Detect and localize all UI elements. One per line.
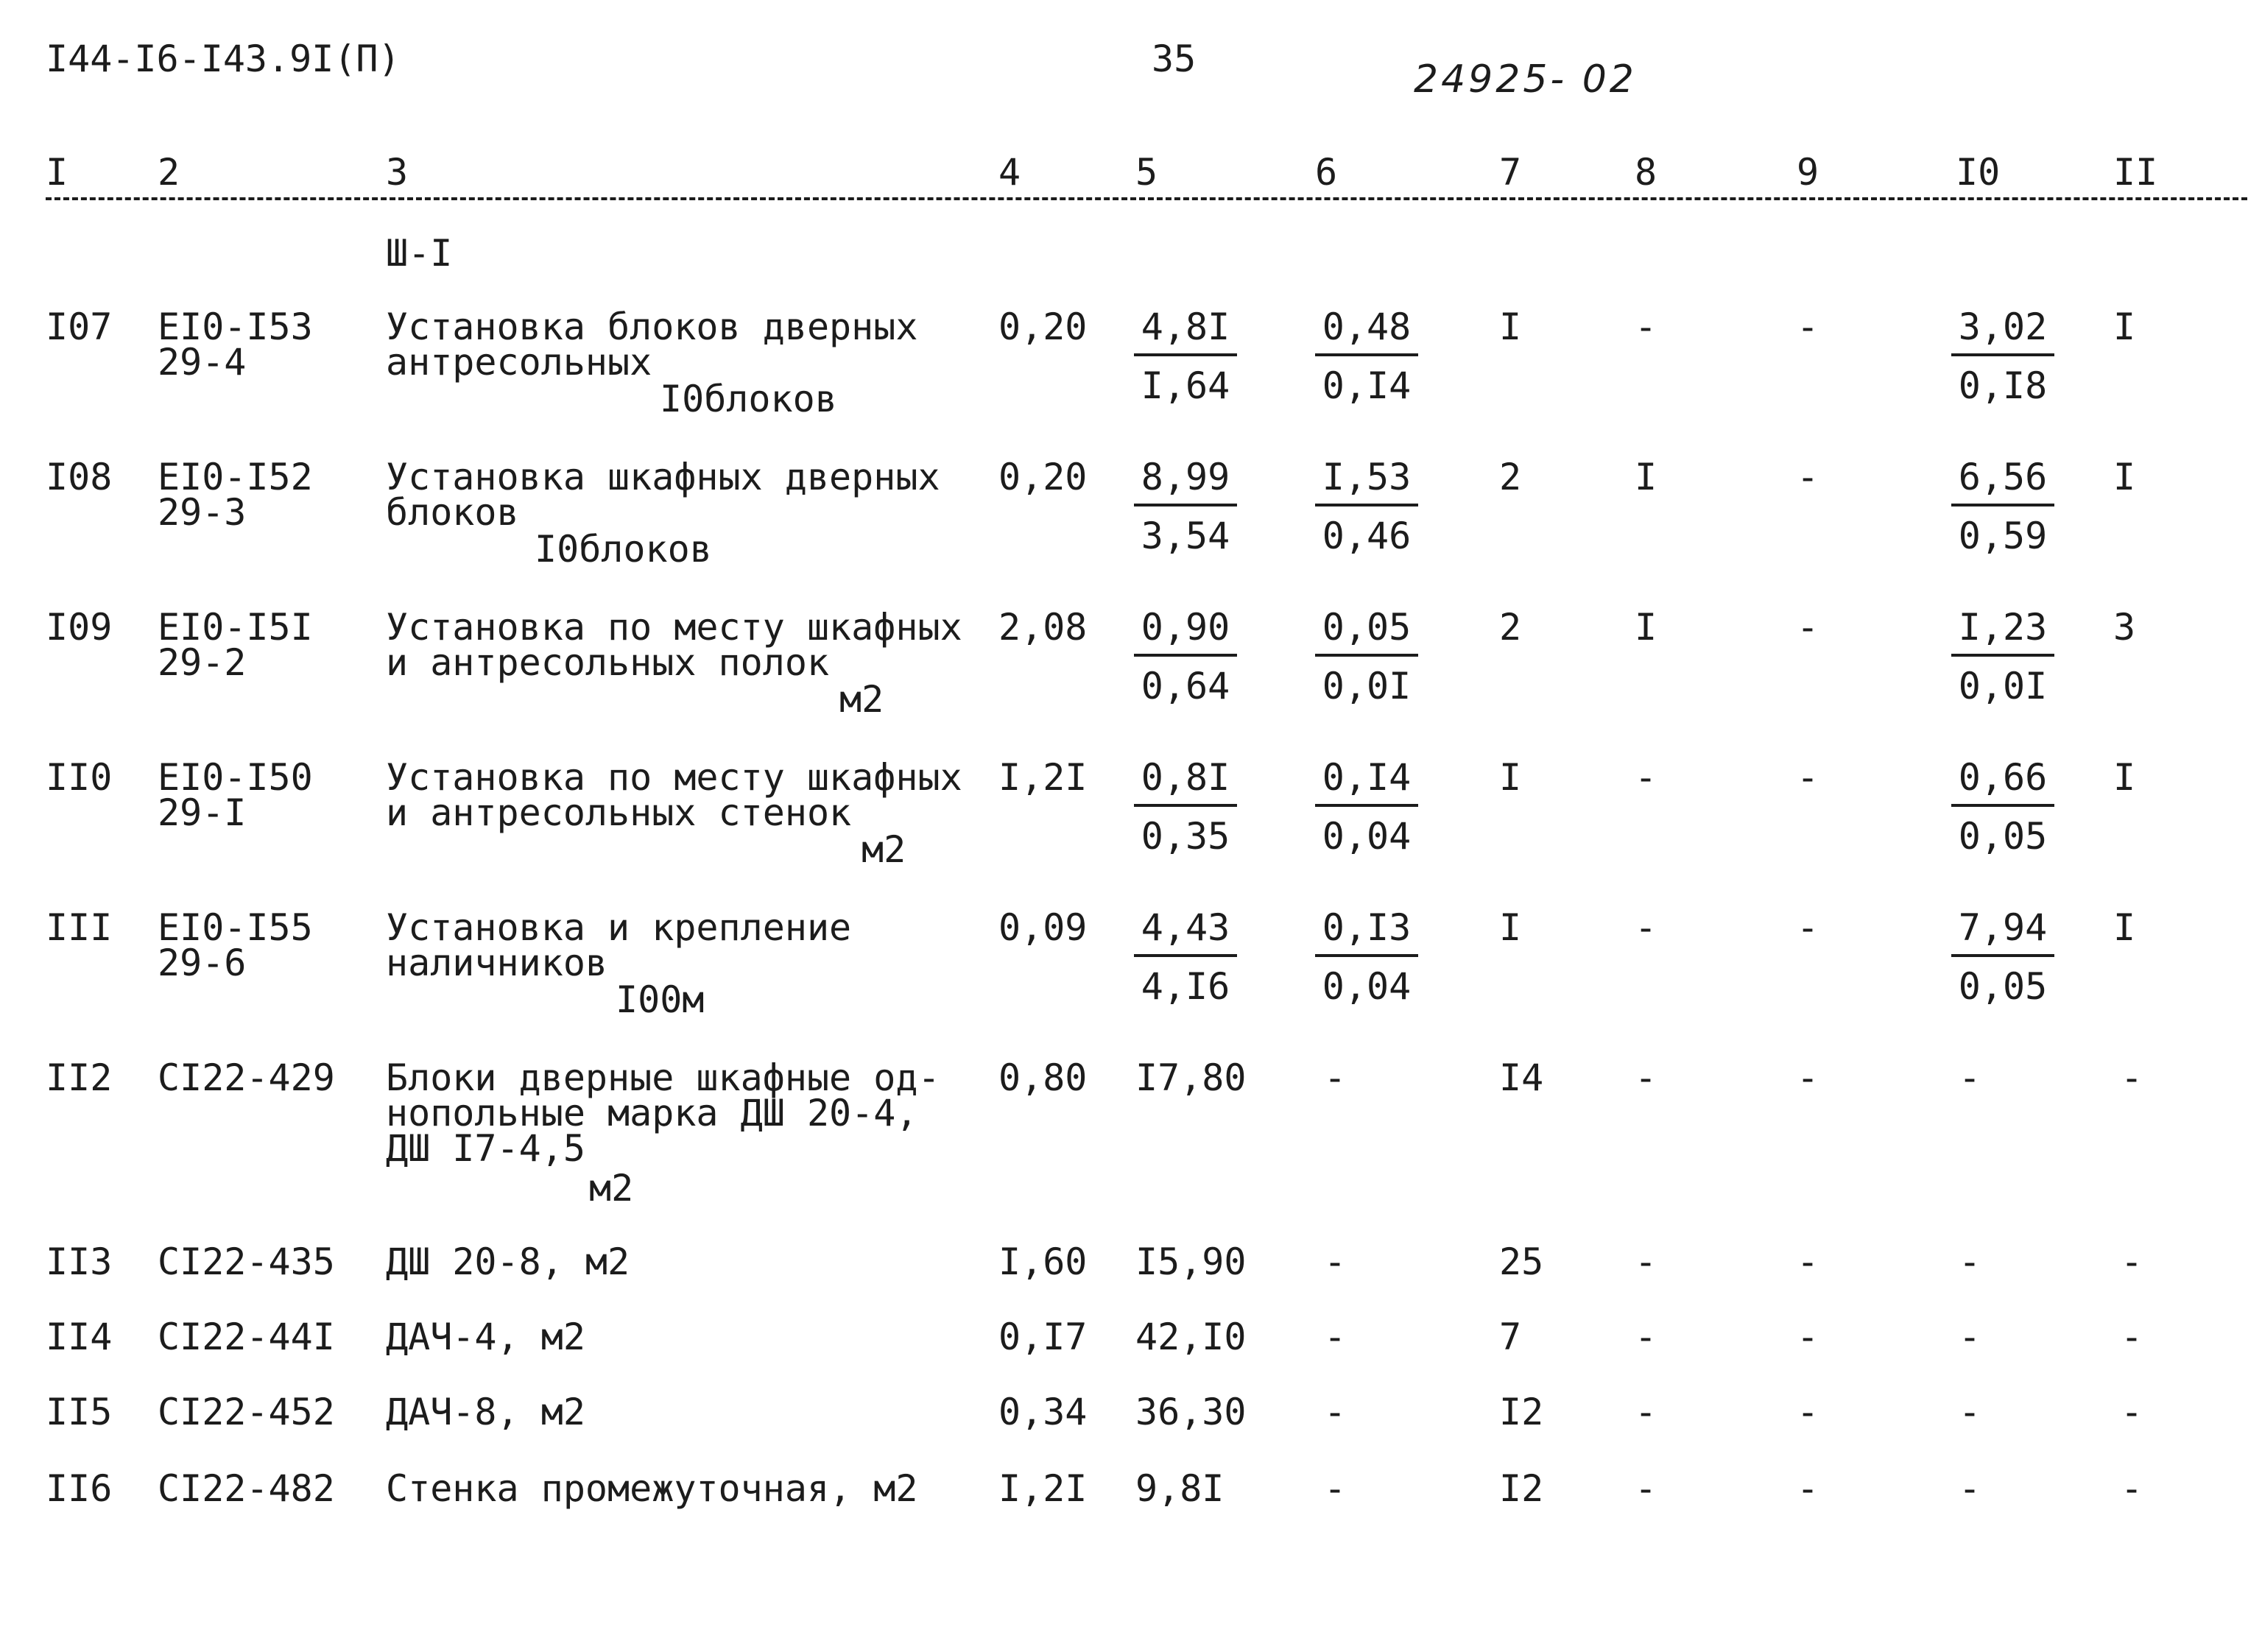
cell-10: - — [1959, 1316, 1981, 1358]
cell-4: 0,80 — [998, 1056, 1088, 1099]
cell-5: I5,90 — [1135, 1240, 1247, 1283]
row-number: II5 — [46, 1391, 113, 1433]
page-number: 35 — [1152, 38, 1197, 80]
cell-9: - — [1797, 606, 1819, 649]
column-header-9: 9 — [1797, 151, 1819, 194]
fraction-denominator: 0,I8 — [1958, 364, 2048, 407]
cell-4: I,2I — [998, 1467, 1088, 1510]
cell-6: - — [1324, 1316, 1347, 1358]
work-description: Установка шкафных дверных — [386, 456, 940, 498]
cell-9: - — [1797, 1467, 1819, 1510]
fraction-denominator: 0,04 — [1322, 965, 1412, 1008]
cell-4: I,2I — [998, 756, 1088, 799]
cell-6: - — [1324, 1391, 1347, 1433]
cell-6: - — [1324, 1056, 1347, 1099]
fraction-numerator: 0,8I — [1134, 758, 1237, 807]
norm-code-sub: 29-2 — [158, 641, 247, 684]
norm-code: EI0-I50 — [158, 756, 313, 799]
fraction-numerator: 0,I4 — [1315, 758, 1418, 807]
cell-5-fraction — [1134, 608, 1237, 705]
work-description: Установка по месту шкафных — [386, 756, 962, 799]
cell-6: - — [1324, 1240, 1347, 1283]
cell-5-fraction — [1134, 308, 1237, 405]
work-description: Установка и крепление — [386, 906, 852, 949]
cell-10-fraction — [1951, 908, 2054, 1006]
work-description-line-2: и антресольных полок — [386, 641, 830, 684]
norm-code: EI0-I52 — [158, 456, 313, 498]
cell-9: - — [1797, 756, 1819, 799]
measure-unit: м2 — [862, 828, 906, 871]
row-number: III — [46, 906, 113, 949]
cell-4: I,60 — [998, 1240, 1088, 1283]
row-number: II3 — [46, 1240, 113, 1283]
column-header-6: 6 — [1315, 151, 1338, 194]
cell-11: - — [2121, 1316, 2143, 1358]
cell-7: I — [1499, 756, 1522, 799]
fraction-numerator: 3,02 — [1951, 308, 2054, 356]
column-header-11: II — [2113, 151, 2158, 194]
fraction-denominator: 0,05 — [1958, 815, 2048, 858]
row-number: II0 — [46, 756, 113, 799]
header-rule — [46, 197, 2247, 200]
cell-10: - — [1959, 1056, 1981, 1099]
measure-unit: м2 — [589, 1167, 634, 1210]
work-description-line-2: блоков — [386, 491, 519, 534]
fraction-numerator: 7,94 — [1951, 908, 2054, 957]
norm-code: EI0-I53 — [158, 306, 313, 348]
cell-5-fraction — [1134, 458, 1237, 555]
cell-9: - — [1797, 456, 1819, 498]
cell-7: 2 — [1499, 456, 1522, 498]
fraction-numerator: I,23 — [1951, 608, 2054, 657]
norm-code: CI22-44I — [158, 1316, 335, 1358]
work-description: Установка блоков дверных — [386, 306, 918, 348]
cell-10-fraction — [1951, 608, 2054, 705]
cell-8: - — [1635, 1056, 1657, 1099]
row-number: I08 — [46, 456, 113, 498]
fraction-denominator: 0,64 — [1141, 665, 1230, 707]
cell-8: - — [1635, 906, 1657, 949]
column-header-1: I — [46, 151, 68, 194]
cell-11: - — [2121, 1467, 2143, 1510]
cell-8: - — [1635, 1240, 1657, 1283]
cell-9: - — [1797, 1056, 1819, 1099]
cell-10-fraction — [1951, 458, 2054, 555]
cell-10: - — [1959, 1240, 1981, 1283]
fraction-numerator: 0,48 — [1315, 308, 1418, 356]
cell-6-fraction — [1315, 608, 1418, 705]
norm-code-sub: 29-6 — [158, 942, 247, 984]
work-description: Стенка промежуточная, м2 — [386, 1467, 918, 1510]
norm-code-sub: 29-3 — [158, 491, 247, 534]
cell-5: I7,80 — [1135, 1056, 1247, 1099]
cell-4: 0,20 — [998, 306, 1088, 348]
column-header-10: I0 — [1956, 151, 2001, 194]
norm-code-sub: 29-I — [158, 791, 247, 834]
norm-code-sub: 29-4 — [158, 341, 247, 384]
column-header-5: 5 — [1135, 151, 1158, 194]
cell-7: I2 — [1499, 1467, 1544, 1510]
cell-7: 25 — [1499, 1240, 1544, 1283]
cell-7: 7 — [1499, 1316, 1522, 1358]
work-description: ДАЧ-8, м2 — [386, 1391, 585, 1433]
work-description: Установка по месту шкафных — [386, 606, 962, 649]
norm-code: CI22-452 — [158, 1391, 335, 1433]
row-number: II2 — [46, 1056, 113, 1099]
cell-10-fraction — [1951, 756, 2054, 858]
work-description-line-2: нопольные марка ДШ 20-4, — [386, 1092, 918, 1134]
fraction-numerator: 0,66 — [1951, 758, 2054, 807]
cell-10: - — [1959, 1391, 1981, 1433]
work-description: Блоки дверные шкафные од- — [386, 1056, 940, 1099]
fraction-numerator: 0,I3 — [1315, 908, 1418, 957]
fraction-numerator: 6,56 — [1951, 458, 2054, 506]
norm-code: EI0-I5I — [158, 606, 313, 649]
cell-6-fraction — [1315, 308, 1418, 405]
cell-9: - — [1797, 1316, 1819, 1358]
cell-7: I2 — [1499, 1391, 1544, 1433]
fraction-denominator: 0,05 — [1958, 965, 2048, 1008]
cell-8: - — [1635, 1316, 1657, 1358]
fraction-denominator: 0,35 — [1141, 815, 1230, 858]
fraction-denominator: 0,59 — [1958, 515, 2048, 557]
cell-6-fraction — [1315, 908, 1418, 1006]
cell-4: 0,20 — [998, 456, 1088, 498]
fraction-denominator: 0,0I — [1958, 665, 2048, 707]
fraction-denominator: 0,0I — [1322, 665, 1412, 707]
work-description: ДШ 20-8, м2 — [386, 1240, 630, 1283]
cell-11: I — [2113, 456, 2136, 498]
cell-4: 2,08 — [998, 606, 1088, 649]
cell-8: - — [1635, 306, 1657, 348]
cell-8: I — [1635, 606, 1657, 649]
cell-11: - — [2121, 1056, 2143, 1099]
fraction-denominator: 3,54 — [1141, 515, 1230, 557]
row-number: II6 — [46, 1467, 113, 1510]
cell-10: - — [1959, 1467, 1981, 1510]
cell-4: 0,34 — [998, 1391, 1088, 1433]
document-code: I44-I6-I43.9I(П) — [46, 38, 401, 80]
cell-9: - — [1797, 906, 1819, 949]
work-description: ДАЧ-4, м2 — [386, 1316, 585, 1358]
cell-6-fraction — [1315, 458, 1418, 555]
norm-code: CI22-429 — [158, 1056, 335, 1099]
cell-9: - — [1797, 306, 1819, 348]
fraction-denominator: I,64 — [1141, 364, 1230, 407]
cell-4: 0,09 — [998, 906, 1088, 949]
fraction-numerator: I,53 — [1315, 458, 1418, 506]
archive-number: 24925- 02 — [1414, 57, 1637, 102]
work-description-line-2: антресольных — [386, 341, 652, 384]
fraction-denominator: 4,I6 — [1141, 965, 1230, 1008]
cell-11: I — [2113, 906, 2136, 949]
norm-code: CI22-435 — [158, 1240, 335, 1283]
cell-11: - — [2121, 1240, 2143, 1283]
cell-11: - — [2121, 1391, 2143, 1433]
cell-5: 9,8I — [1135, 1467, 1225, 1510]
measure-unit: I00м — [616, 978, 705, 1021]
cell-7: I — [1499, 306, 1522, 348]
row-number: I09 — [46, 606, 113, 649]
fraction-numerator: 0,90 — [1134, 608, 1237, 657]
measure-unit: м2 — [839, 678, 884, 721]
fraction-numerator: 8,99 — [1134, 458, 1237, 506]
cell-7: I — [1499, 906, 1522, 949]
cell-8: I — [1635, 456, 1657, 498]
cell-9: - — [1797, 1240, 1819, 1283]
cell-5-fraction — [1134, 756, 1237, 858]
cell-11: I — [2113, 306, 2136, 348]
cell-8: - — [1635, 756, 1657, 799]
cell-5-fraction — [1134, 908, 1237, 1006]
column-header-7: 7 — [1499, 151, 1522, 194]
cell-11: 3 — [2113, 606, 2136, 649]
cell-5: 36,30 — [1135, 1391, 1247, 1433]
fraction-denominator: 0,04 — [1322, 815, 1412, 858]
fraction-numerator: 4,8I — [1134, 308, 1237, 356]
work-description-line-2: наличников — [386, 942, 608, 984]
cell-6: - — [1324, 1467, 1347, 1510]
cell-10-fraction — [1951, 308, 2054, 405]
measure-unit: I0блоков — [535, 528, 712, 571]
cell-5: 42,I0 — [1135, 1316, 1247, 1358]
cell-6-fraction — [1315, 756, 1418, 858]
row-number: I07 — [46, 306, 113, 348]
cell-4: 0,I7 — [998, 1316, 1088, 1358]
norm-code: CI22-482 — [158, 1467, 335, 1510]
measure-unit: I0блоков — [660, 378, 837, 420]
cell-7: 2 — [1499, 606, 1522, 649]
fraction-denominator: 0,46 — [1322, 515, 1412, 557]
column-header-8: 8 — [1635, 151, 1657, 194]
column-header-3: 3 — [386, 151, 409, 194]
work-description-line-2: и антресольных стенок — [386, 791, 852, 834]
cell-8: - — [1635, 1391, 1657, 1433]
cell-8: - — [1635, 1467, 1657, 1510]
fraction-numerator: 0,05 — [1315, 608, 1418, 657]
work-description-line-3: ДШ I7-4,5 — [386, 1127, 585, 1170]
column-header-4: 4 — [998, 151, 1021, 194]
cell-11: I — [2113, 756, 2136, 799]
cell-9: - — [1797, 1391, 1819, 1433]
norm-code: EI0-I55 — [158, 906, 313, 949]
row-number: II4 — [46, 1316, 113, 1358]
fraction-numerator: 4,43 — [1134, 908, 1237, 957]
section-title: Ш-I — [386, 232, 453, 275]
column-header-2: 2 — [158, 151, 180, 194]
cell-7: I4 — [1499, 1056, 1544, 1099]
fraction-denominator: 0,I4 — [1322, 364, 1412, 407]
